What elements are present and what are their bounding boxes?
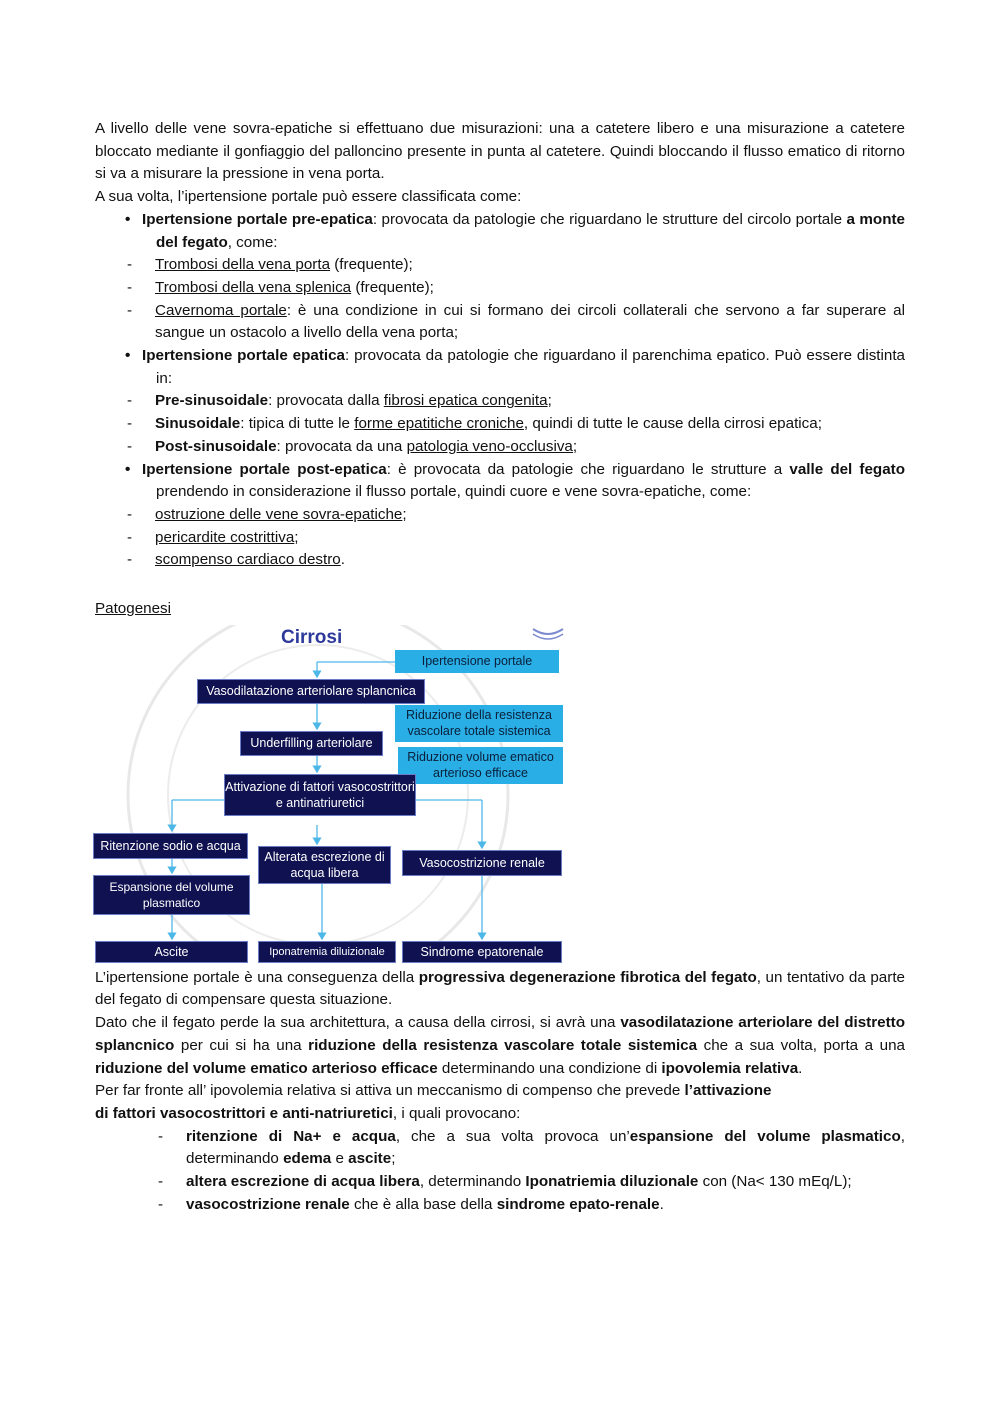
list-item: - pericardite costrittiva; [125, 527, 905, 550]
box-riduzione-volume: Riduzione volume ematico arterioso efficace [398, 747, 563, 784]
list-item: - ritenzione di Na+ e acqua, che a sua volta provoca un’espansione del volume plasmatico, determinando edema e ascite; [95, 1126, 905, 1171]
body-paragraph-1: L’ipertensione portale è una conseguenza della progressiva degenerazione fibrotica del fegato, un tentativo da parte del fegato di compensare questa situazione. [95, 968, 905, 1009]
list-item: - Trombosi della vena splenica (frequente); [125, 277, 905, 300]
body-paragraph-2: Dato che il fegato perde la sua architettura, a causa della cirrosi, si avrà una vasodilatazione arteriolare del distretto splancnico per cui si ha una riduzione della resistenza vascolare totale sistemica che a sua volta, porta a una riduzione del volume ematico arterioso efficace determinando una condizione di ipovolemia relativa. [95, 1014, 905, 1077]
box-vasodilatazione: Vasodilatazione arteriolare splancnica [197, 679, 425, 704]
box-vasocostrizione: Vasocostrizione renale [402, 850, 562, 876]
box-iponatremia: Iponatremia diluizionale [258, 941, 396, 963]
body-paragraph-3: Per far fronte all’ ipovolemia relativa si attiva un meccanismo di compenso che prevede l’attivazione di fattori vasocostrittori e anti-natriuretici, i quali provocano: [95, 1082, 772, 1122]
box-underfilling: Underfilling arteriolare [240, 731, 383, 756]
epatica-subtypes [125, 390, 905, 458]
box-attivazione: Attivazione di fattori vasocostrittori e antinatriuretici [224, 774, 416, 816]
type-post-epatica: • Ipertensione portale post-epatica: è provocata da patologie che riguardano le strutture a valle del fegato prendendo in considerazione il flusso portale, quindi cuore e vene sovra-epatiche, come: - ostruzione delle vene sovra-epatiche; - pericardite costrittiva; - scompenso cardiaco destro. [95, 459, 905, 573]
box-espansione: Espansione del volume plasmatico [93, 875, 250, 915]
box-ipertensione-portale: Ipertensione portale [395, 650, 559, 673]
hypertension-types-list [95, 209, 905, 572]
box-riduzione-resistenza: Riduzione della resistenza vascolare totale sistemica [395, 705, 563, 742]
pre-epatica-causes [125, 254, 905, 345]
box-ritenzione: Ritenzione sodio e acqua [93, 833, 248, 859]
effects-list [95, 1126, 905, 1217]
list-item: - Sinusoidale: tipica di tutte le forme epatitiche croniche, quindi di tutte le cause della cirrosi epatica; [125, 413, 905, 436]
diagram-title: Cirrosi [281, 626, 343, 648]
list-item: - ostruzione delle vene sovra-epatiche; [125, 504, 905, 527]
list-item: - altera escrezione di acqua libera, determinando Iponatriemia diluzionale con (Na< 130 mEq/L); [95, 1171, 905, 1194]
list-item: - Pre-sinusoidale: provocata dalla fibrosi epatica congenita; [125, 390, 905, 413]
type-epatica: • Ipertensione portale epatica: provocata da patologie che riguardano il parenchima epatico. Può essere distinta in: - Pre-sinusoidale: provocata dalla fibrosi epatica congenita; - Sinusoidale: tipica di tutte le forme epatitiche croniche, quindi di tutte le cause della cirrosi epatica; - Post-sinusoidale: provocata da una patologia veno-occlusiva; [95, 345, 905, 459]
box-ascite: Ascite [95, 941, 248, 963]
document-page [95, 118, 905, 1217]
box-sindrome: Sindrome epatorenale [402, 941, 562, 963]
intro-paragraph: A livello delle vene sovra-epatiche si effettuano due misurazioni: una a catetere libero e una misurazione a catetere bloccato mediante il gonfiaggio del palloncino presente in punta al catetere. Quindi bloccando il flusso ematico di ritorno si va a misurare la pressione in vena porta. [95, 120, 905, 183]
list-item: - Post-sinusoidale: provocata da una patologia veno-occlusiva; [125, 436, 905, 459]
classification-intro: A sua volta, l’ipertensione portale può essere classificata come: [95, 188, 522, 206]
list-item: - Cavernoma portale: è una condizione in cui si formano dei circoli collaterali che servono a far superare al sangue un ostacolo a livello della vena porta; [125, 300, 905, 345]
pathogenesis-diagram [93, 625, 568, 963]
type-pre-epatica: • Ipertensione portale pre-epatica: provocata da patologie che riguardano le strutture del circolo portale a monte del fegato, come: - Trombosi della vena porta (frequente); - Trombosi della vena splenica (frequente); - Cavernoma portale: è una condizione in cui si formano dei circoli collaterali che servono a far superare al sangue un ostacolo a livello della vena porta; [95, 209, 905, 345]
box-alterata-escrezione: Alterata escrezione di acqua libera [258, 846, 391, 884]
list-item: - vasocostrizione renale che è alla base della sindrome epato-renale. [95, 1194, 905, 1217]
section-title-patogenesi: Patogenesi [95, 600, 171, 618]
post-epatica-causes [125, 504, 905, 572]
list-item: - scompenso cardiaco destro. [125, 549, 905, 572]
list-item: - Trombosi della vena porta (frequente); [125, 254, 905, 277]
